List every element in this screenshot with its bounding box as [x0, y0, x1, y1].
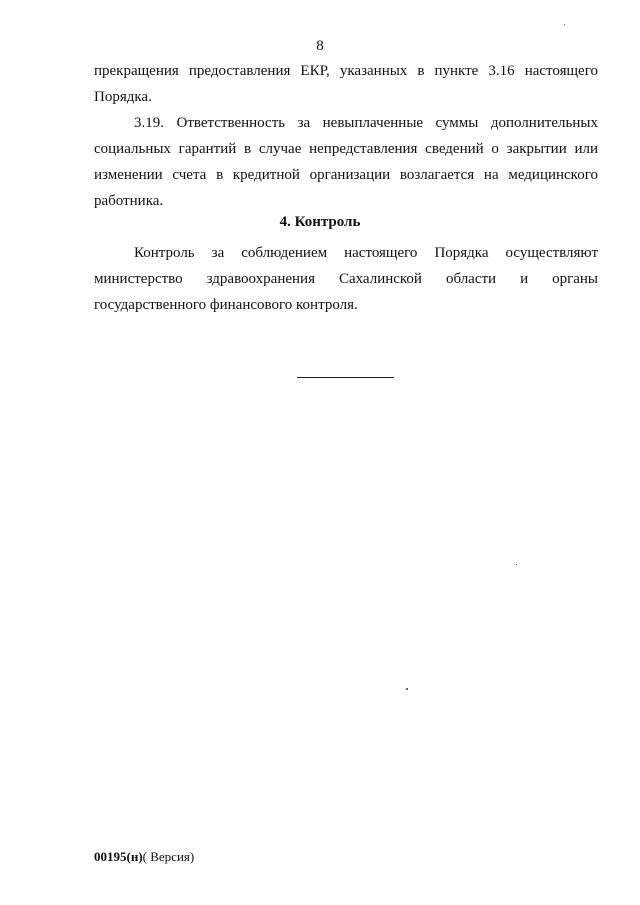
paragraph-line: социальных гарантий в случае непредставления сведений о закрытии или [94, 141, 598, 157]
paragraph-line: министерство здравоохранения Сахалинской области и органы [94, 271, 598, 287]
footer-code: 00195(н) [94, 849, 143, 864]
paragraph-line: прекращения предоставления ЕКР, указанных в пункте 3.16 настоящего [94, 63, 598, 79]
paragraph-control [94, 240, 598, 318]
paragraph-continuation [94, 58, 598, 110]
paragraph-line: 3.19. Ответственность за невыплаченные суммы дополнительных [134, 115, 598, 131]
paragraph-line: Порядка. [94, 89, 152, 105]
page-number: 8 [316, 38, 324, 54]
paragraph-line: государственного финансового контроля. [94, 297, 358, 313]
end-divider-line [297, 377, 394, 378]
footer-version: ( Версия) [142, 849, 195, 864]
paragraph-line: Контроль за соблюдением настоящего Порядка осуществляют [134, 245, 598, 261]
section-heading: 4. Контроль [279, 214, 361, 230]
scan-speck [564, 24, 565, 25]
scan-speck [516, 564, 517, 565]
paragraph-line: работника. [94, 193, 164, 209]
scan-speck [406, 688, 408, 690]
document-footer-code [94, 849, 194, 865]
paragraph-3-19 [94, 110, 598, 214]
paragraph-line: изменении счета в кредитной организации возлагается на медицинского [94, 167, 598, 183]
